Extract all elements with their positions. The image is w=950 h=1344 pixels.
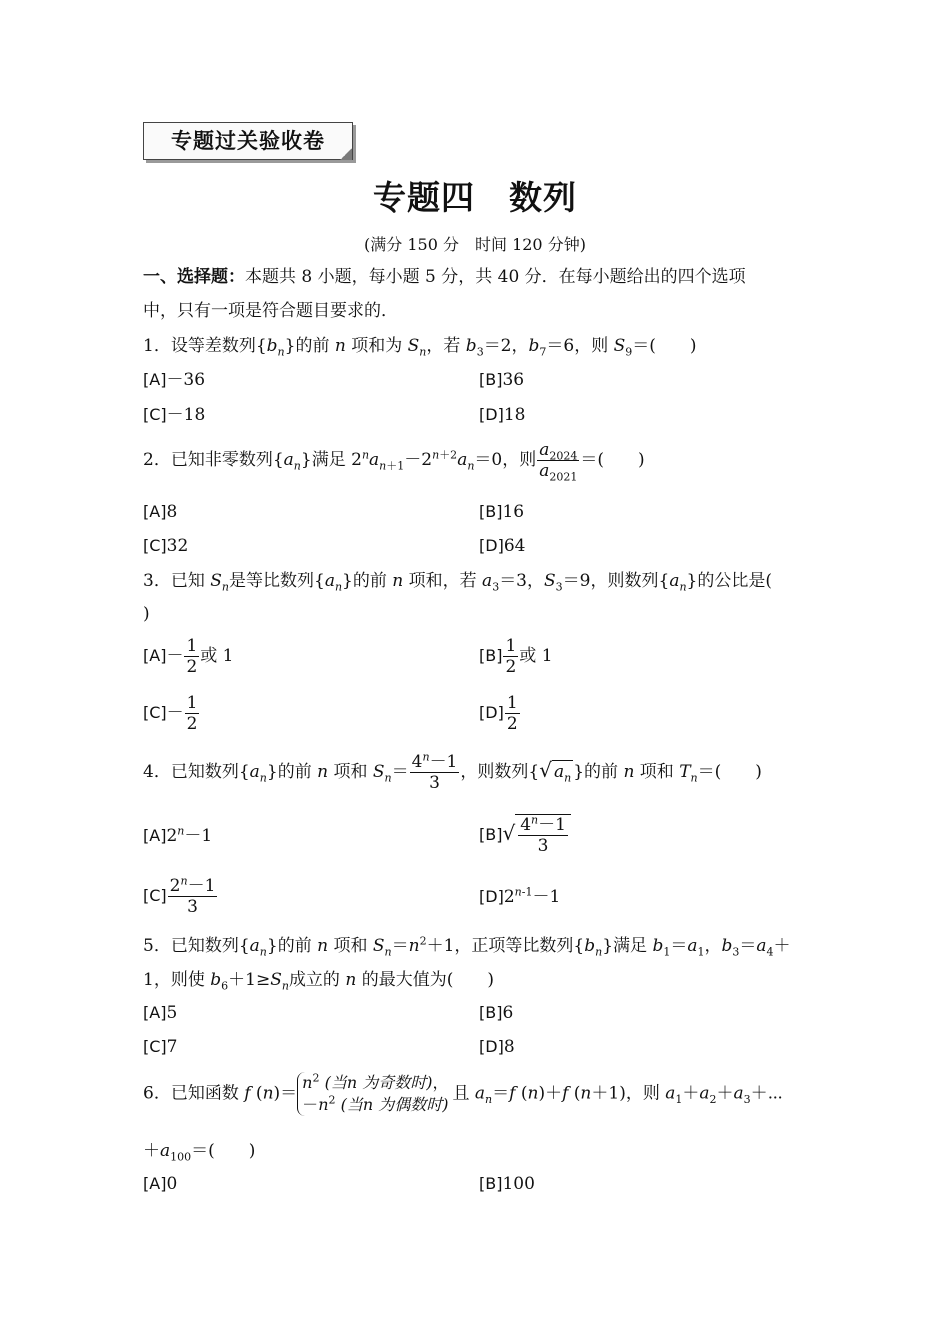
option-a[interactable]: $[A]2^n-1$ xyxy=(143,824,213,846)
question-3-stem: 3．已知 $S_n$是等比数列$\{a_n\}$的前 n 项和，若 $a_3=3$，$S_3=9$，则数列$\{a_n\}$的公比是( xyxy=(143,571,772,594)
option-b[interactable]: [B] $\frac{1}{2}$ 或 1 xyxy=(479,636,553,677)
option-d[interactable]: [D] $\frac{1}{2}$ xyxy=(479,693,518,734)
fraction: $\frac{a_{2024}}{a_{2021}}$ xyxy=(539,440,578,484)
question-3-stem-cont: ) xyxy=(143,604,150,624)
question-2-stem: 2．已知非零数列$\{a_n\}$满足 $2^na_{n+1}-2^{n+2}a_n=0$，则 $\frac{a_{2024}}{a_{2021}}$ ＝( ) xyxy=(143,440,645,484)
option-b[interactable]: [B]100 xyxy=(479,1174,535,1194)
option-c[interactable]: [C]－ $\frac{1}{2}$ xyxy=(143,693,198,734)
option-d[interactable]: [D]18 xyxy=(479,405,526,425)
question-number: 5． xyxy=(143,936,171,956)
page-title: 专题四 数列 xyxy=(373,178,577,217)
question-number: 3． xyxy=(143,571,171,591)
option-d[interactable]: [D]8 xyxy=(479,1037,515,1057)
option-a[interactable]: [A]8 xyxy=(143,502,178,522)
question-5-stem-cont: 1，则使 $b_6+1\ge S_n$成立的 n 的最大值为( ) xyxy=(143,970,494,993)
question-number: 4． xyxy=(143,762,171,782)
option-b[interactable]: [B]16 xyxy=(479,502,525,522)
section-heading: 一、选择题： xyxy=(143,267,245,287)
option-a[interactable]: [A]－36 xyxy=(143,370,206,390)
option-a[interactable]: [A]－ $\frac{1}{2}$ 或 1 xyxy=(143,636,234,677)
section-intro-line1 xyxy=(143,266,746,288)
piecewise-brace: $n^2$ (当n 为奇数时)， $-n^2$ (当n 为偶数时) xyxy=(297,1072,452,1116)
option-c[interactable]: [C] $\frac{2^n-1}{3}$ xyxy=(143,874,216,917)
option-a[interactable]: [A]5 xyxy=(143,1003,178,1023)
option-c[interactable]: [C]7 xyxy=(143,1037,178,1057)
question-number: 6． xyxy=(143,1083,171,1104)
question-5-stem: 5．已知数列$\{a_n\}$的前 n 项和 $S_n=n^2+1$，正项等比数列$\{b_n\}$满足 $b_1=a_1$，$b_3=a_4+$ xyxy=(143,934,791,959)
question-6-stem: 6．已知函数 f (n)＝ $n^2$ (当n 为奇数时)， $-n^2$ (当n 为偶数时) 且 $a_n=f$ (n)＋f (n＋1)，则 $a_1+a_2+a_3+\cdots$ xyxy=(143,1071,783,1114)
option-d[interactable]: [D]64 xyxy=(479,536,526,556)
option-d[interactable]: $[D]2^{n-1}-1$ xyxy=(479,885,561,907)
question-4-stem: 4．已知数列$\{a_n\}$的前 n 项和 $S_n=$ $\frac{4^n-1}{3}$ ，则数列{√ $a_n$ }的前 n 项和 $T_n=$( ) xyxy=(143,750,762,793)
question-number: 1． xyxy=(143,336,171,356)
question-1-stem: 1．设等差数列$\{b_n\}$的前 n 项和为 $S_n$，若 $b_3=2$，$b_7=6$，则 $S_9=$( ) xyxy=(143,336,697,359)
section-badge: 专题过关验收卷 xyxy=(143,122,353,160)
section-intro-line2: 中，只有一项是符合题目要求的． xyxy=(143,301,398,321)
page-subtitle: (满分 150 分 时间 120 分钟) xyxy=(364,235,586,254)
option-b[interactable]: [B]√ $\frac{4^n-1}{3}$ xyxy=(479,814,571,856)
question-number: 2． xyxy=(143,450,171,470)
section-intro-text: 本题共 8 小题，每小题 5 分，共 40 分．在每小题给出的四个选项 xyxy=(245,267,746,287)
option-b[interactable]: [B]36 xyxy=(479,370,525,390)
question-6-stem-cont: $+a_{100}=$( ) xyxy=(143,1141,256,1164)
option-a[interactable]: [A]0 xyxy=(143,1174,178,1194)
option-b[interactable]: [B]6 xyxy=(479,1003,514,1023)
badge-corner-decoration xyxy=(340,148,352,160)
option-c[interactable]: [C]－18 xyxy=(143,405,206,425)
option-c[interactable]: [C]32 xyxy=(143,536,189,556)
